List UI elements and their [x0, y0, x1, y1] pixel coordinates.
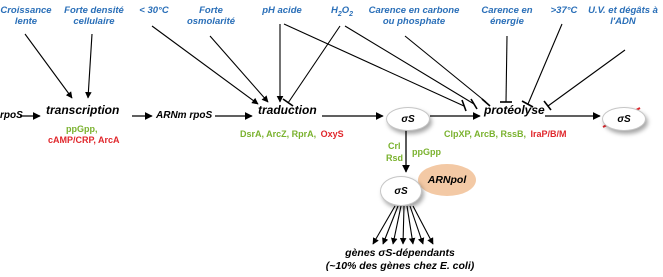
regulator-rsd: Rsd [386, 153, 404, 163]
regulator-crl: Crl [388, 141, 401, 151]
arn-polymerase: ARNpol [418, 164, 476, 196]
signal-croissance-lente: Croissance lente [0, 5, 52, 27]
signal-temp-above-37: >37°C [550, 5, 578, 16]
step-traduction: traduction [258, 103, 317, 117]
regulator-traduction-row [240, 125, 344, 141]
regulator-ppgpp: ppGpp [412, 147, 441, 157]
node-sigma-s: σS [386, 107, 430, 131]
regulator-transcription-repressors: cAMP/CRP, ArcA [48, 135, 120, 145]
signal-temp-below-30: < 30°C [139, 5, 169, 16]
regulator-traduction-activators: DsrA, ArcZ, RprA, [240, 129, 317, 139]
signal-uv-degats-adn: U.V. et dégâts à l'ADN [588, 5, 658, 27]
regulator-transcription-activators: ppGpp, [66, 124, 98, 134]
holoenzyme-sigma-s: σS [380, 176, 422, 206]
signal-forte-densite: Forte densité cellulaire [64, 5, 124, 27]
step-transcription: transcription [46, 103, 120, 117]
step-proteolyse: protéolyse [484, 103, 545, 117]
node-sigma-s-degraded: σS [602, 107, 646, 131]
regulator-proteolyse-row [444, 125, 567, 141]
signal-forte-osmolarite: Forte osmolarité [186, 5, 236, 27]
regulator-proteolyse-repressors: IraP/B/M [530, 129, 567, 139]
signal-ph-acide: pH acide [262, 5, 302, 16]
output-line-2: (~10% des gènes chez E. coli) [325, 260, 475, 273]
node-rpos-gene: rpoS [0, 110, 23, 121]
signal-carence-energie: Carence en énergie [481, 5, 533, 27]
output-line-1: gènes σS-dépendants [345, 247, 455, 259]
regulator-proteolyse-activators: ClpXP, ArcB, RssB, [444, 129, 527, 139]
output-genes-sigma-s [300, 247, 500, 273]
regulator-traduction-repressor: OxyS [320, 129, 344, 139]
signal-carence-carbone-phosphate: Carence en carbone ou phosphate [368, 5, 460, 27]
signal-h2o2: $H_2O_2$ [330, 5, 354, 18]
node-arnm-rpos: ARNm rpoS [156, 110, 213, 121]
